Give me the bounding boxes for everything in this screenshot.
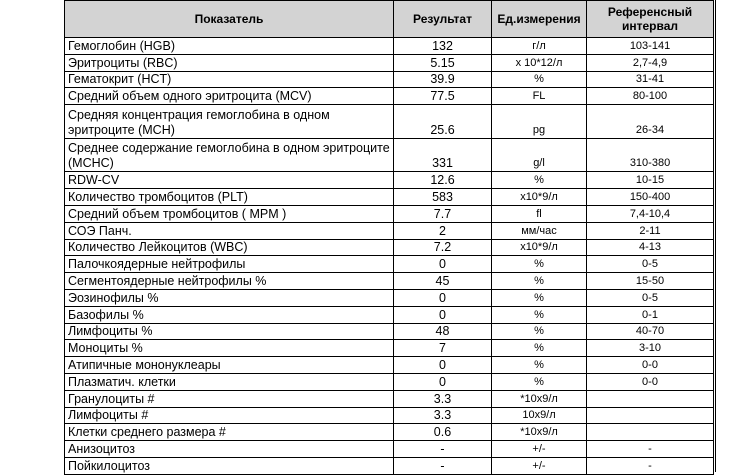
table-row bbox=[65, 323, 714, 340]
cell-name: Гематокрит (HCT) bbox=[65, 71, 394, 88]
table-row bbox=[65, 273, 714, 290]
header-result: Результат bbox=[394, 1, 492, 38]
cell-unit: г/л bbox=[492, 38, 587, 55]
cell-result: 77.5 bbox=[394, 88, 492, 105]
table-row bbox=[65, 306, 714, 323]
cell-unit: % bbox=[492, 172, 587, 189]
table-row bbox=[65, 138, 714, 172]
cell-unit: % bbox=[492, 289, 587, 306]
table-row bbox=[65, 239, 714, 256]
table-row bbox=[65, 407, 714, 424]
table-row bbox=[65, 424, 714, 441]
cell-name: Пойкилоцитоз bbox=[65, 457, 394, 474]
table-row bbox=[65, 71, 714, 88]
header-ref: Референсный интервал bbox=[587, 1, 714, 38]
cell-result: 0.6 bbox=[394, 424, 492, 441]
cell-ref: 0-1 bbox=[587, 306, 714, 323]
cell-unit: % bbox=[492, 273, 587, 290]
table-row bbox=[65, 205, 714, 222]
cell-result: 3.3 bbox=[394, 390, 492, 407]
cell-ref: 80-100 bbox=[587, 88, 714, 105]
cell-ref: - bbox=[587, 457, 714, 474]
table-row bbox=[65, 172, 714, 189]
cell-ref: 103-141 bbox=[587, 38, 714, 55]
cell-name: Атипичные мононуклеары bbox=[65, 357, 394, 374]
cell-ref: 7,4-10,4 bbox=[587, 205, 714, 222]
cell-ref: 2-11 bbox=[587, 222, 714, 239]
cell-result: 5.15 bbox=[394, 54, 492, 71]
cell-unit: pg bbox=[492, 105, 587, 139]
cell-name: Средний объем тромбоцитов ( MPM ) bbox=[65, 205, 394, 222]
cell-name: Моноциты % bbox=[65, 340, 394, 357]
cell-ref: 0-0 bbox=[587, 373, 714, 390]
cell-ref bbox=[587, 424, 714, 441]
cell-name: Сегментоядерные нейтрофилы % bbox=[65, 273, 394, 290]
cell-unit: % bbox=[492, 323, 587, 340]
table-row bbox=[65, 289, 714, 306]
cell-name: RDW-CV bbox=[65, 172, 394, 189]
cell-ref: 2,7-4,9 bbox=[587, 54, 714, 71]
table-row bbox=[65, 38, 714, 55]
cell-unit: +/- bbox=[492, 441, 587, 458]
cell-unit: *10x9/л bbox=[492, 424, 587, 441]
cell-unit: +/- bbox=[492, 457, 587, 474]
cell-ref: 31-41 bbox=[587, 71, 714, 88]
cell-name: Средняя концентрация гемоглобина в одном эритроците (MCH) bbox=[65, 105, 394, 139]
cell-name: Средний объем одного эритроцита (MCV) bbox=[65, 88, 394, 105]
table-header bbox=[65, 1, 714, 38]
cell-name: Эозинофилы % bbox=[65, 289, 394, 306]
cell-ref: 15-50 bbox=[587, 273, 714, 290]
table-row bbox=[65, 105, 714, 139]
cell-ref bbox=[587, 407, 714, 424]
header-row bbox=[65, 1, 714, 38]
cell-result: 39.9 bbox=[394, 71, 492, 88]
cell-unit: % bbox=[492, 256, 587, 273]
cell-name: Гемоглобин (HGB) bbox=[65, 38, 394, 55]
cell-name: Плазматич. клетки bbox=[65, 373, 394, 390]
cell-name: Количество Лейкоцитов (WBC) bbox=[65, 239, 394, 256]
cell-ref: 10-15 bbox=[587, 172, 714, 189]
cell-result: 0 bbox=[394, 373, 492, 390]
cell-ref: 40-70 bbox=[587, 323, 714, 340]
cell-result: 7.7 bbox=[394, 205, 492, 222]
cell-ref: 0-5 bbox=[587, 289, 714, 306]
cell-name: Анизоцитоз bbox=[65, 441, 394, 458]
header-name: Показатель bbox=[65, 1, 394, 38]
cell-unit: % bbox=[492, 71, 587, 88]
cell-result: 48 bbox=[394, 323, 492, 340]
lab-results-table bbox=[64, 0, 714, 475]
cell-unit: x10*9/л bbox=[492, 239, 587, 256]
table-row bbox=[65, 222, 714, 239]
cell-result: - bbox=[394, 457, 492, 474]
cell-result: 2 bbox=[394, 222, 492, 239]
cell-unit: % bbox=[492, 306, 587, 323]
cell-name: Эритроциты (RBC) bbox=[65, 54, 394, 71]
table-body bbox=[65, 38, 714, 475]
cell-unit: % bbox=[492, 340, 587, 357]
cell-result: 45 bbox=[394, 273, 492, 290]
cell-unit: 10x9/л bbox=[492, 407, 587, 424]
cell-unit: x10*9/л bbox=[492, 189, 587, 206]
cell-result: 132 bbox=[394, 38, 492, 55]
page-edge-line bbox=[715, 0, 720, 472]
header-unit: Ед.измерения bbox=[492, 1, 587, 38]
cell-ref: - bbox=[587, 441, 714, 458]
cell-result: 583 bbox=[394, 189, 492, 206]
table-row bbox=[65, 390, 714, 407]
table-row bbox=[65, 54, 714, 71]
cell-result: 0 bbox=[394, 306, 492, 323]
cell-ref: 0-0 bbox=[587, 357, 714, 374]
cell-ref: 310-380 bbox=[587, 138, 714, 172]
cell-ref: 0-5 bbox=[587, 256, 714, 273]
cell-name: Количество тромбоцитов (PLT) bbox=[65, 189, 394, 206]
cell-result: 3.3 bbox=[394, 407, 492, 424]
cell-name: Среднее содержание гемоглобина в одном эритроците (MCHC) bbox=[65, 138, 394, 172]
table-row bbox=[65, 441, 714, 458]
cell-unit: мм/час bbox=[492, 222, 587, 239]
cell-name: Гранулоциты # bbox=[65, 390, 394, 407]
cell-unit: g/l bbox=[492, 138, 587, 172]
cell-result: 0 bbox=[394, 357, 492, 374]
cell-unit: х 10*12/л bbox=[492, 54, 587, 71]
table-row bbox=[65, 357, 714, 374]
table-row bbox=[65, 373, 714, 390]
cell-result: 7.2 bbox=[394, 239, 492, 256]
table-row bbox=[65, 340, 714, 357]
table-row bbox=[65, 189, 714, 206]
cell-name: Лимфоциты # bbox=[65, 407, 394, 424]
cell-name: Клетки среднего размера # bbox=[65, 424, 394, 441]
cell-result: - bbox=[394, 441, 492, 458]
cell-result: 7 bbox=[394, 340, 492, 357]
cell-name: Лимфоциты % bbox=[65, 323, 394, 340]
cell-name: Палочкоядерные нейтрофилы bbox=[65, 256, 394, 273]
cell-result: 25.6 bbox=[394, 105, 492, 139]
cell-result: 0 bbox=[394, 256, 492, 273]
cell-name: СОЭ Панч. bbox=[65, 222, 394, 239]
cell-ref: 4-13 bbox=[587, 239, 714, 256]
cell-unit: fl bbox=[492, 205, 587, 222]
table-row bbox=[65, 88, 714, 105]
cell-result: 0 bbox=[394, 289, 492, 306]
cell-unit: FL bbox=[492, 88, 587, 105]
cell-result: 12.6 bbox=[394, 172, 492, 189]
cell-unit: *10x9/л bbox=[492, 390, 587, 407]
cell-unit: % bbox=[492, 373, 587, 390]
cell-ref: 26-34 bbox=[587, 105, 714, 139]
table-row bbox=[65, 256, 714, 273]
cell-ref: 3-10 bbox=[587, 340, 714, 357]
cell-result: 331 bbox=[394, 138, 492, 172]
cell-ref: 150-400 bbox=[587, 189, 714, 206]
cell-unit: % bbox=[492, 357, 587, 374]
cell-name: Базофилы % bbox=[65, 306, 394, 323]
cell-ref bbox=[587, 390, 714, 407]
